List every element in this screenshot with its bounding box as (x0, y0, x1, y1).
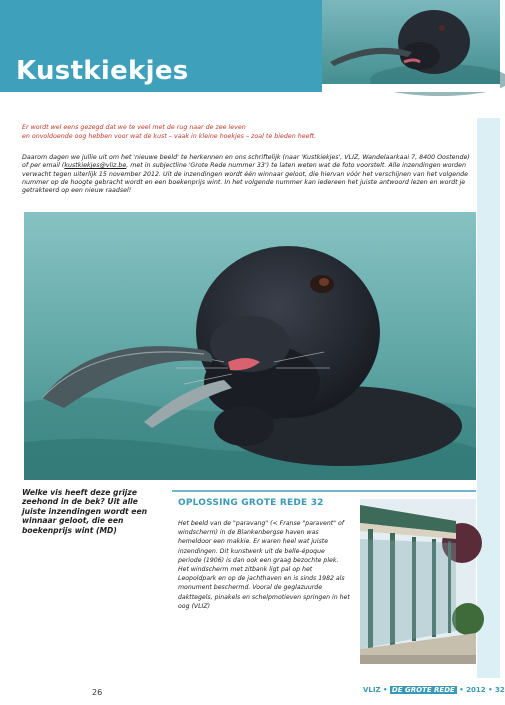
footer-separator: • (488, 686, 493, 694)
intro-line-2: en onvoldoende oog hebben voor wat de kust – vaak in kleine hoekjes – zoal te bieden heeft. (22, 132, 317, 140)
main-seal-photo (24, 212, 476, 480)
right-margin-strip (477, 118, 500, 678)
footer-separator: • (383, 686, 388, 694)
body-text (22, 154, 477, 195)
page-title: Kustkiekjes (16, 56, 189, 86)
photo-caption: Welke vis heeft deze grijze zeehond in de bek? Uit alle juiste inzendingen wordt een winnaar geloot, die een boekenprijs wint (MD) (22, 488, 148, 535)
footer-brand: VLIZ (363, 686, 381, 694)
page-number-right: 32 (495, 686, 505, 694)
footer-year: 2012 (466, 686, 486, 694)
solution-title: OPLOSSING GROTE REDE 32 (178, 498, 324, 508)
intro-line-1: Er wordt wel eens gezegd dat we te veel met de rug naar de zee leven (22, 124, 246, 131)
solution-text: Het beeld van de "paravang" (< Franse "paravent" of windscherm) in de Blankenbergse haven was hemeldoor een makkie. Er waren heel wat juiste inzendingen. Dit kunstwerk uit de belle-époque periode (1906) is dan ook een graag bezochte plek. Het windscherm met zitbank ligt pal op het Leopoldpark en op de jachthaven en is sinds 1982 als monument beschermd. Vooral de geglazuurde dakttegels, pinakels en schelpmotieven springen in het oog (VLIZ) (178, 520, 350, 610)
email-link[interactable]: kustkiekjes@vliz.be (64, 162, 127, 170)
footer-separator: • (459, 686, 464, 694)
windscreen-photo (360, 499, 476, 664)
solution-divider (172, 490, 476, 492)
footer-badge: DE GROTE REDE (391, 686, 455, 694)
footer-right (363, 686, 505, 694)
page-number-left: 26 (92, 688, 103, 697)
body-part-1: Daarom dagen we jullie uit om het 'nieuwe beeld' te herkennen en ons schriftelijk (naar 'Kustkiekjes', VLIZ, Wandelaarkaai 7, 8400 Oostende) of per email ( (22, 154, 470, 170)
intro-text (22, 124, 472, 141)
body-part-2: , met in subjectline 'Grote Rede nummer 33') te laten weten wat de foto voorstelt. Alle inzendingen worden verwacht tegen uiterlijk 15 november 2012. Uit de inzendingen wordt één winnaar geloot, die hiervan vóór het verschijnen van het volgende nummer op de hoogte gebracht wordt en een boekenprijs wint. In het volgende nummer kan iedereen het juiste antwoord lezen en wordt je getrakteerd op een nieuw raadsel! (22, 162, 468, 195)
header-seal-photo (322, 0, 500, 92)
